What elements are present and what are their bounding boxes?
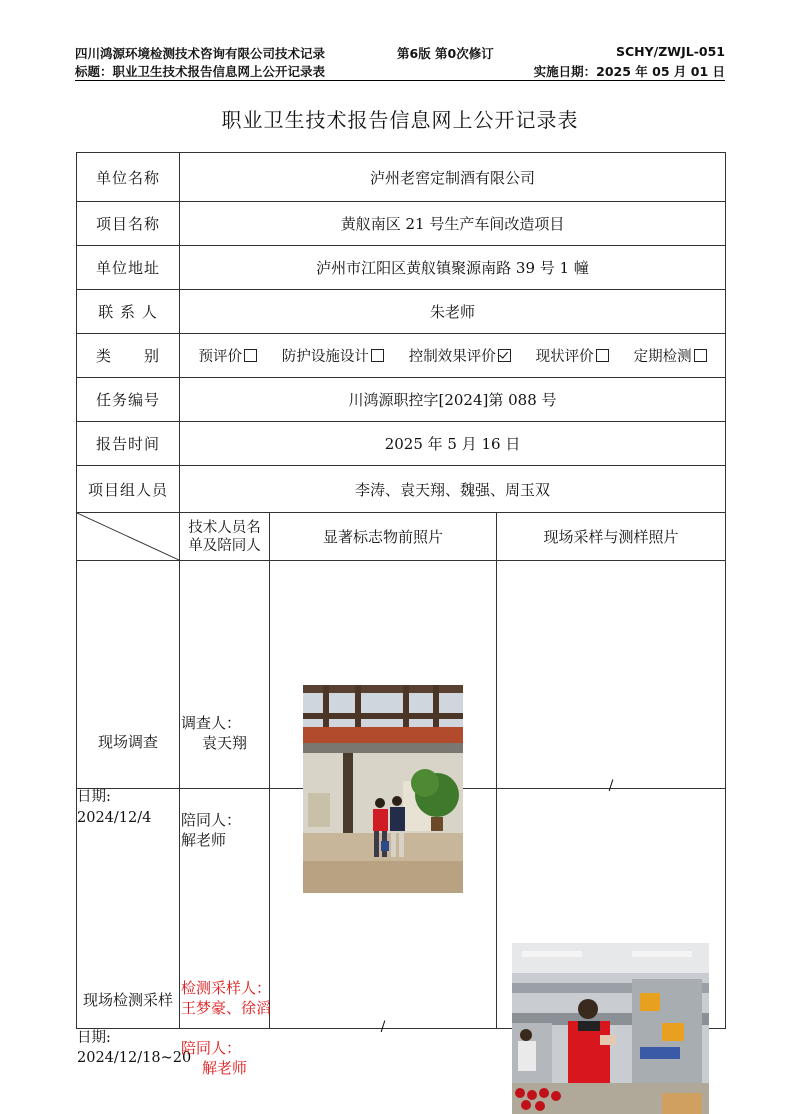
testing-landmark-placeholder: / (380, 1018, 386, 1035)
testing-sampling-photo-cell (497, 789, 726, 1029)
investigator-label: 调查人： (181, 713, 242, 732)
page-title: 职业卫生技术报告信息网上公开记录表 (221, 108, 579, 132)
checkbox-icon[interactable] (244, 349, 257, 362)
survey-stage-name: 现场调查 (97, 732, 158, 751)
testing-companion-name: 解老师 (202, 1058, 248, 1077)
sampler-names: 王梦豪、徐滔 (181, 998, 272, 1017)
investigator-name: 袁天翔 (202, 733, 248, 752)
category-option-label: 预评价 (198, 349, 242, 365)
document-code: SCHY/ZWJL-051 (615, 44, 725, 59)
checkbox-icon[interactable] (371, 349, 384, 362)
sampling-photo (512, 943, 709, 1114)
project-name-label: 项目名称 (77, 202, 180, 246)
landmark-photo (303, 685, 463, 893)
testing-date: 2024/12/18~20 (77, 1049, 192, 1066)
diagonal-line (77, 513, 179, 560)
unit-address-value: 泸州市江阳区黄舣镇聚源南路 39 号 1 幢 (180, 246, 726, 290)
contact-value: 朱老师 (180, 290, 726, 334)
checkbox-icon[interactable] (694, 349, 707, 362)
report-time-value: 2025 年 5 月 16 日 (180, 422, 726, 466)
category-option-control-effect[interactable] (409, 345, 511, 366)
version-info: 第6版 第0次修订 (397, 46, 494, 61)
team-label: 项目组人员 (77, 466, 180, 513)
landmark-photo-column-header: 显著标志物前照片 (270, 513, 497, 561)
checkbox-icon[interactable] (596, 349, 609, 362)
testing-stage-name: 现场检测采样 (82, 990, 173, 1009)
checked-checkbox-icon[interactable] (498, 349, 511, 362)
category-option-label: 现状评价 (535, 349, 594, 365)
doc-header-line-2 (75, 62, 725, 81)
category-option-label: 防护设施设计 (281, 349, 369, 365)
category-label: 类 别 (77, 334, 180, 378)
companion-name: 解老师 (181, 830, 227, 849)
sampler-label: 检测采样人： (181, 978, 272, 997)
testing-date-label: 日期: (77, 1029, 111, 1046)
contact-label: 联 系 人 (77, 290, 180, 334)
unit-name-value: 泸州老窖定制酒有限公司 (180, 153, 726, 202)
survey-sampling-photo-cell (497, 561, 726, 794)
category-option-periodic-test[interactable] (634, 345, 707, 366)
task-number-value: 川鸿源职控字[2024]第 088 号 (180, 378, 726, 422)
survey-stage-cell (77, 561, 180, 826)
diagonal-header-cell (77, 513, 180, 561)
survey-sampling-placeholder: / (608, 777, 614, 794)
survey-landmark-photo-cell (270, 561, 497, 789)
survey-date: 2024/12/4 (77, 809, 152, 826)
header-title: 标题：职业卫生技术报告信息网上公开记录表 (75, 64, 326, 79)
unit-name-label: 单位名称 (77, 153, 180, 202)
project-name-value: 黄舣南区 21 号生产车间改造项目 (180, 202, 726, 246)
companion-label: 陪同人： (181, 810, 242, 829)
unit-address-label: 单位地址 (77, 246, 180, 290)
category-option-protection-design[interactable] (282, 345, 384, 366)
category-option-pre-assessment[interactable] (198, 345, 257, 366)
category-option-label: 控制效果评价 (408, 349, 496, 365)
record-table (76, 152, 726, 1077)
testing-companion-label: 陪同人： (181, 1038, 242, 1057)
doc-header-line-1 (75, 44, 725, 62)
survey-date-label: 日期: (77, 788, 111, 805)
team-value: 李涛、袁天翔、魏强、周玉双 (180, 466, 726, 513)
sampling-photo-column-header: 现场采样与测样照片 (497, 513, 726, 561)
category-option-label: 定期检测 (633, 349, 692, 365)
task-number-label: 任务编号 (77, 378, 180, 422)
category-options (180, 334, 726, 378)
company-record-title: 四川鸿源环境检测技术咨询有限公司技术记录 (75, 46, 326, 61)
survey-staff-cell (180, 561, 270, 849)
category-option-status-assessment[interactable] (536, 345, 609, 366)
staff-column-header: 技术人员名单及陪同人 (180, 513, 270, 561)
effective-date: 实施日期：2025 年 05 月 01 日 (533, 64, 725, 79)
report-time-label: 报告时间 (77, 422, 180, 466)
